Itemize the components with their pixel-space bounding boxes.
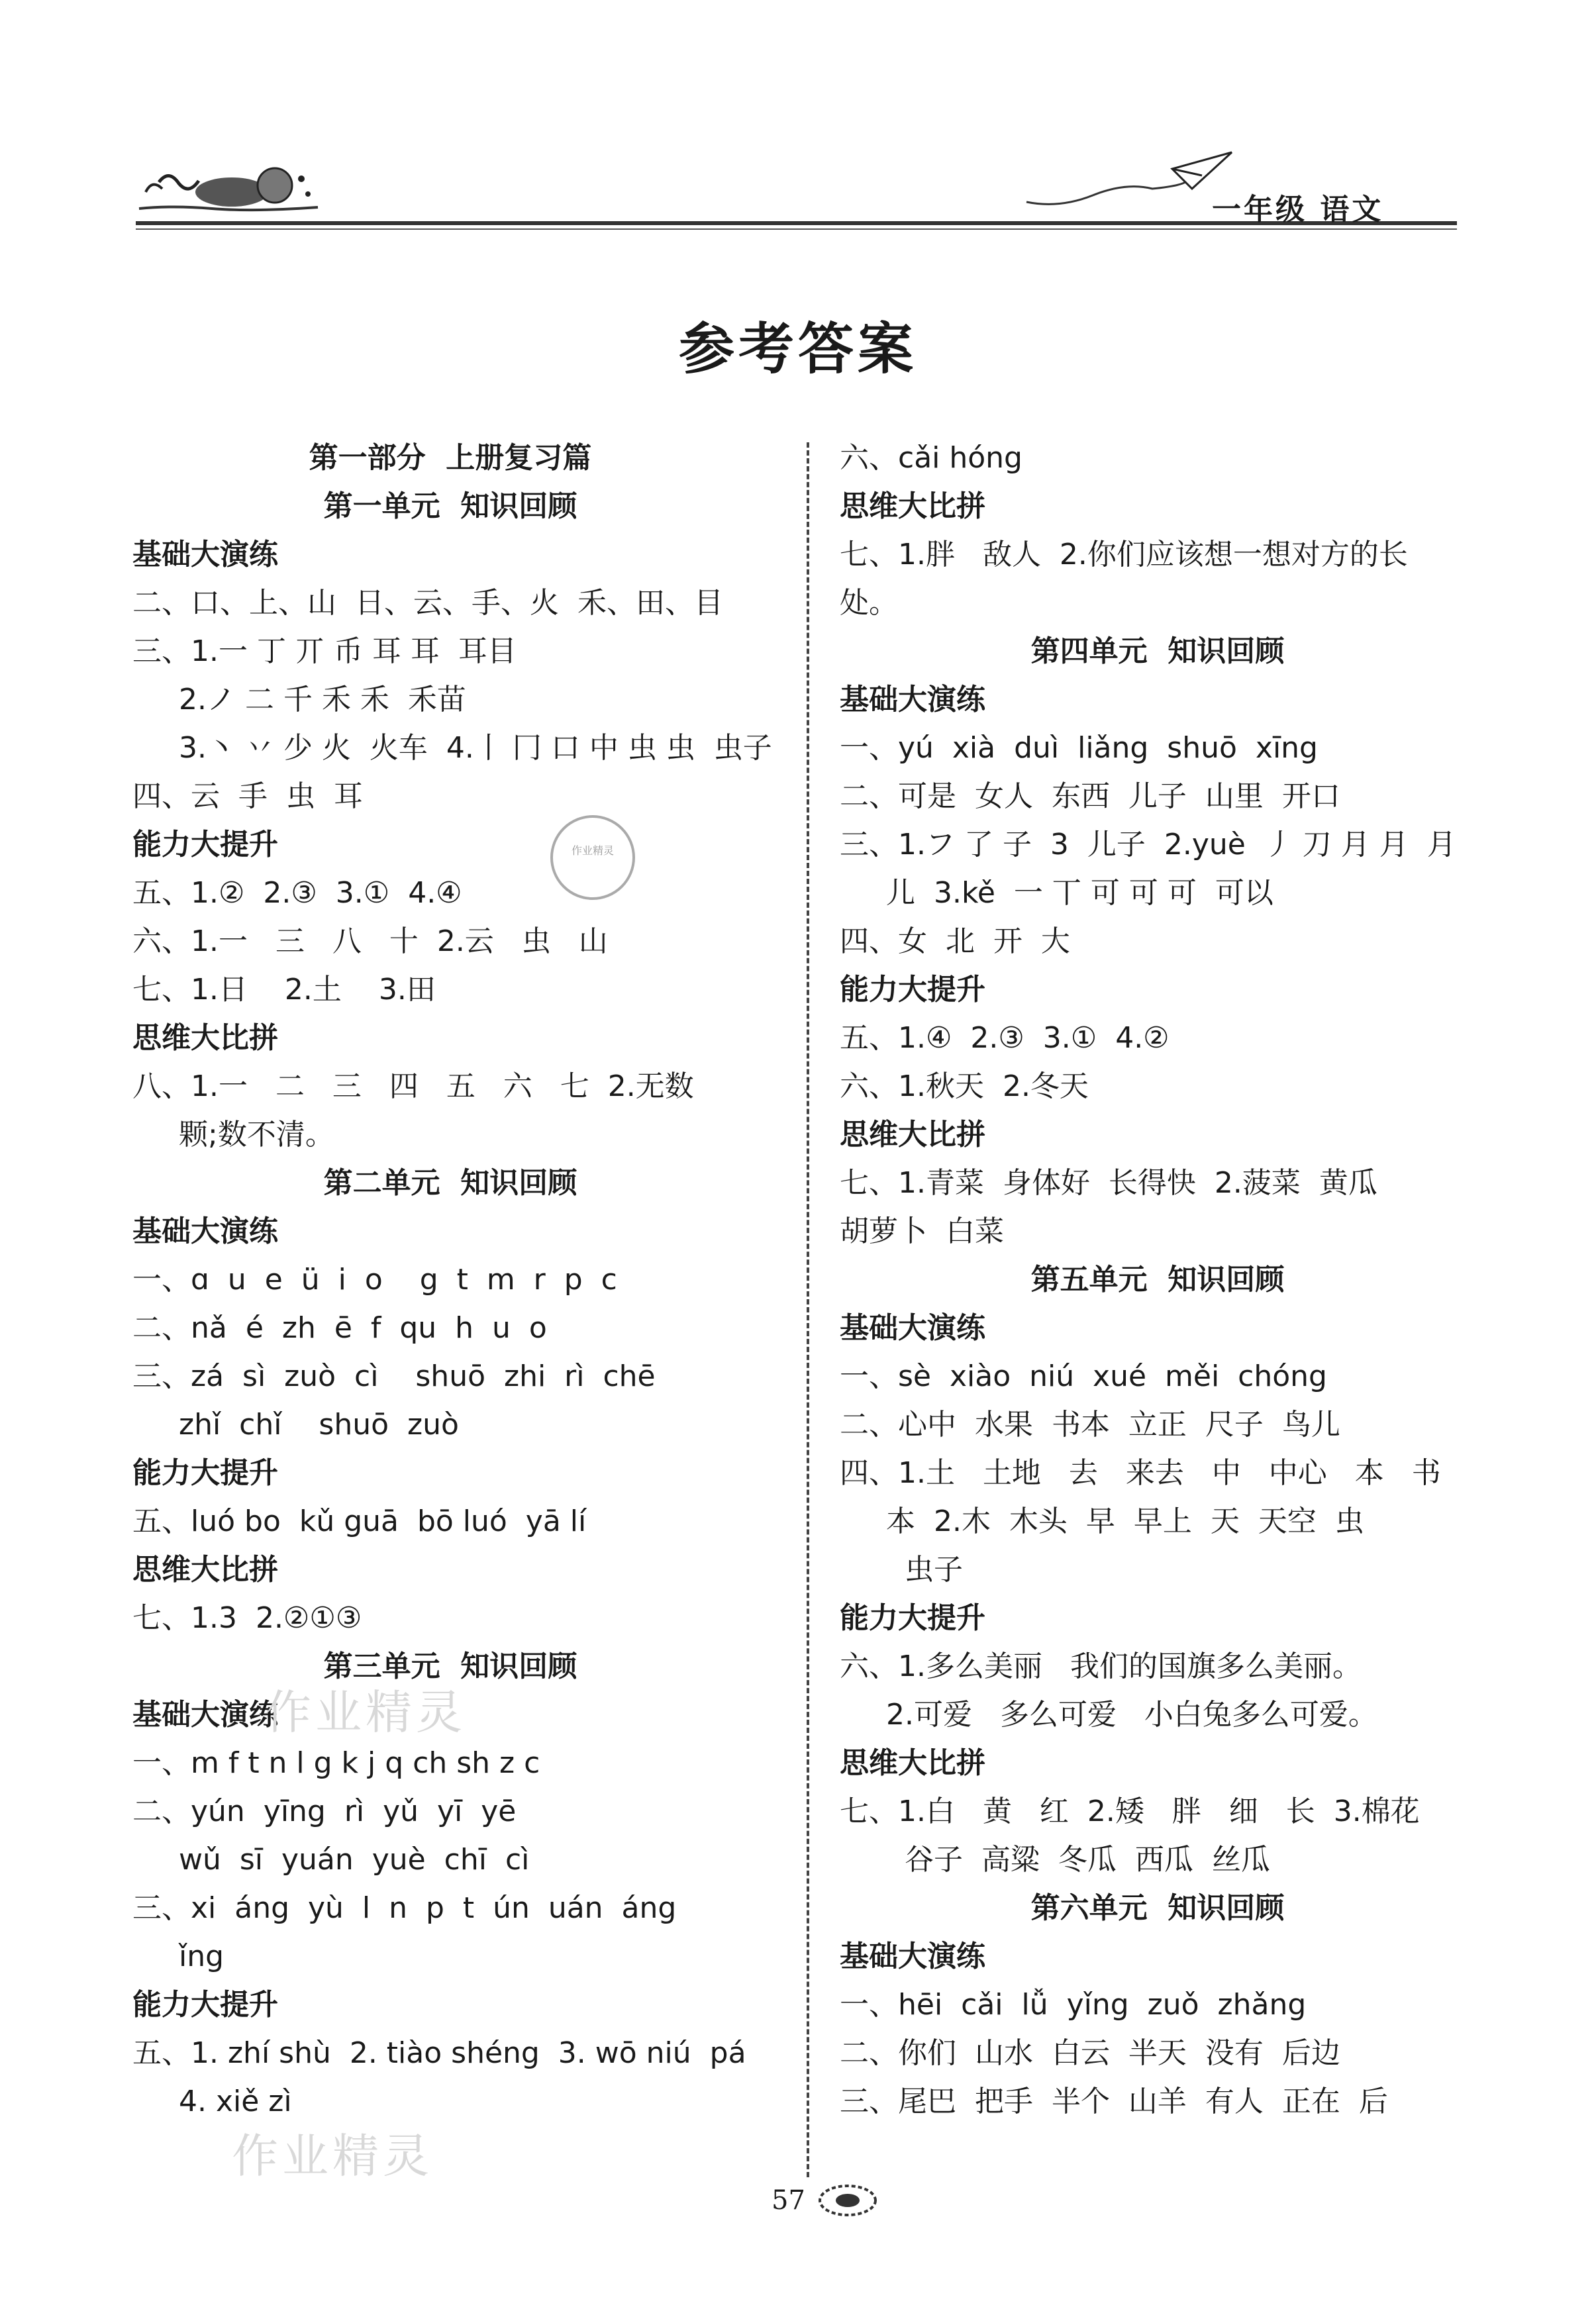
answer-line: 2.ノ 二 千 禾 禾 禾苗	[179, 683, 466, 716]
answer-line: 七、1.青菜 身体好 长得快 2.菠菜 黄瓜	[840, 1166, 1377, 1200]
answer-line: 八、1.一 二 三 四 五 六 七 2.无数	[132, 1069, 694, 1103]
subsection-heading: 能力大提升	[840, 1601, 985, 1635]
answer-line: 七、1.白 黄 红 2.矮 胖 细 长 3.棉花	[840, 1795, 1420, 1828]
answer-line: 胡萝卜 白菜	[840, 1214, 1004, 1248]
answer-line: 三、zá sì zuò cì shuō zhi rì chē	[132, 1359, 656, 1393]
section-heading: 第六单元 知识回顾	[1030, 1891, 1285, 1925]
answer-line: 二、nǎ é zh ē f qu h u o	[132, 1311, 547, 1345]
answer-line: 4. xiě zì	[179, 2085, 292, 2118]
answer-column-left	[132, 434, 772, 2126]
watermark: 作业精灵	[265, 1685, 466, 1740]
grade-subject-label: 一年级 语文	[1212, 193, 1384, 226]
answer-line: 六、cǎi hóng	[840, 441, 1022, 475]
subsection-heading: 能力大提升	[132, 1456, 278, 1490]
answer-line: 一、yú xià duì liǎng shuō xīng	[840, 731, 1318, 765]
answer-line: 二、yún yīng rì yǔ yī yē	[132, 1795, 517, 1828]
answer-line: 一、sè xiào niú xué měi chóng	[840, 1359, 1327, 1393]
answer-line: 一、hēi cǎi lǚ yǐng zuǒ zhǎng	[840, 1988, 1307, 2022]
answer-line: 七、1.日 2.土 3.田	[132, 973, 436, 1007]
answer-line: 三、1.フ 了 子 3 儿子 2.yuè 丿 刀 月 月 月	[840, 828, 1456, 862]
answer-line: 一、m f t n l g k j q ch sh z c	[132, 1746, 540, 1780]
answer-line: 颗;数不清。	[179, 1118, 334, 1152]
answer-line: 六、1.一 三 八 十 2.云 虫 山	[132, 924, 608, 958]
page-title: 参考答案	[678, 316, 917, 381]
subsection-heading: 基础大演练	[132, 1698, 278, 1732]
answer-line: 三、xi áng yù l n p t ún uán áng	[132, 1891, 677, 1925]
answer-line: 三、尾巴 把手 半个 山羊 有人 正在 后	[840, 2085, 1388, 2118]
answer-line: 3.丶 丷 少 火 火车 4.丨 冂 口 中 虫 虫 虫子	[179, 731, 772, 765]
answer-line: wǔ sī yuán yuè chī cì	[179, 1843, 530, 1877]
answer-line: 虫子	[886, 1553, 963, 1587]
answer-line: 五、1.④ 2.③ 3.① 4.②	[840, 1021, 1170, 1055]
subsection-heading: 基础大演练	[132, 538, 278, 571]
answer-line: 三、1.一 丁 丌 币 耳 耳 耳目	[132, 634, 517, 668]
subsection-heading: 思维大比拼	[132, 1553, 278, 1587]
subsection-heading: 思维大比拼	[840, 1118, 985, 1152]
answer-line: 五、1. zhí shù 2. tiào shéng 3. wō niú pá	[132, 2036, 746, 2070]
answer-column-right	[840, 434, 1475, 2126]
section-heading: 第五单元 知识回顾	[1030, 1263, 1285, 1297]
section-heading: 第四单元 知识回顾	[1030, 634, 1285, 668]
answer-line: 五、1.② 2.③ 3.① 4.④	[132, 876, 462, 910]
answer-line: 本 2.木 木头 早 早上 天 天空 虫	[886, 1504, 1364, 1538]
answer-line: 七、1.胖 敌人 2.你们应该想一想对方的长	[840, 538, 1408, 571]
answer-line: ǐng	[179, 1940, 224, 1973]
subsection-heading: 思维大比拼	[840, 1746, 985, 1780]
section-heading: 第二单元 知识回顾	[323, 1166, 577, 1200]
subsection-heading: 基础大演练	[840, 1940, 985, 1973]
answer-line: 四、女 北 开 大	[840, 924, 1070, 958]
answer-line: 二、你们 山水 白云 半天 没有 后边	[840, 2036, 1340, 2070]
subsection-heading: 基础大演练	[132, 1214, 278, 1248]
answer-line: zhǐ chǐ shuō zuò	[179, 1408, 459, 1442]
subsection-heading: 基础大演练	[840, 1311, 985, 1345]
answer-line: 二、心中 水果 书本 立正 尺子 鸟儿	[840, 1408, 1340, 1442]
answer-line: 谷子 高粱 冬瓜 西瓜 丝瓜	[886, 1843, 1270, 1877]
answer-line: 四、云 手 虫 耳	[132, 779, 363, 813]
answer-line: 一、ɑ u e ü i o g t m r p c	[132, 1263, 617, 1297]
answer-line: 二、可是 女人 东西 儿子 山里 开口	[840, 779, 1340, 813]
answer-line: 六、1.秋天 2.冬天	[840, 1069, 1089, 1103]
answer-line: 2.可爱 多么可爱 小白兔多么可爱。	[886, 1698, 1377, 1732]
subsection-heading: 能力大提升	[132, 828, 278, 862]
answer-line: 儿 3.kě 一 丅 可 可 可 可以	[886, 876, 1273, 910]
answer-line: 四、1.土 土地 去 来去 中 中心 本 书	[840, 1456, 1441, 1490]
watermark: 作业精灵	[232, 2129, 433, 2183]
answer-line: 七、1.3 2.②①③	[132, 1601, 362, 1635]
paper-plane-icon	[1020, 142, 1238, 215]
section-heading: 第三单元 知识回顾	[323, 1650, 577, 1683]
answer-line: 处。	[840, 586, 898, 620]
column-divider	[807, 442, 809, 2177]
answer-line: 五、luó bo kǔ guā bō luó yā lí	[132, 1504, 587, 1538]
subsection-heading: 能力大提升	[132, 1988, 278, 2022]
stamp-icon	[543, 808, 642, 907]
flower-icon	[811, 2177, 884, 2224]
page-number: 57	[772, 2185, 805, 2216]
boy-illustration	[132, 142, 324, 222]
answer-line: 二、口、上、山 日、云、手、火 禾、田、目	[132, 586, 723, 620]
section-heading: 第一部分 上册复习篇	[309, 441, 592, 475]
header-rule-thin	[136, 228, 1457, 230]
section-heading: 第一单元 知识回顾	[323, 489, 577, 523]
subsection-heading: 基础大演练	[840, 683, 985, 716]
svg-text:作业精灵: 作业精灵	[571, 844, 615, 857]
subsection-heading: 思维大比拼	[132, 1021, 278, 1055]
subsection-heading: 思维大比拼	[840, 489, 985, 523]
answer-line: 六、1.多么美丽 我们的国旗多么美丽。	[840, 1650, 1362, 1683]
subsection-heading: 能力大提升	[840, 973, 985, 1007]
